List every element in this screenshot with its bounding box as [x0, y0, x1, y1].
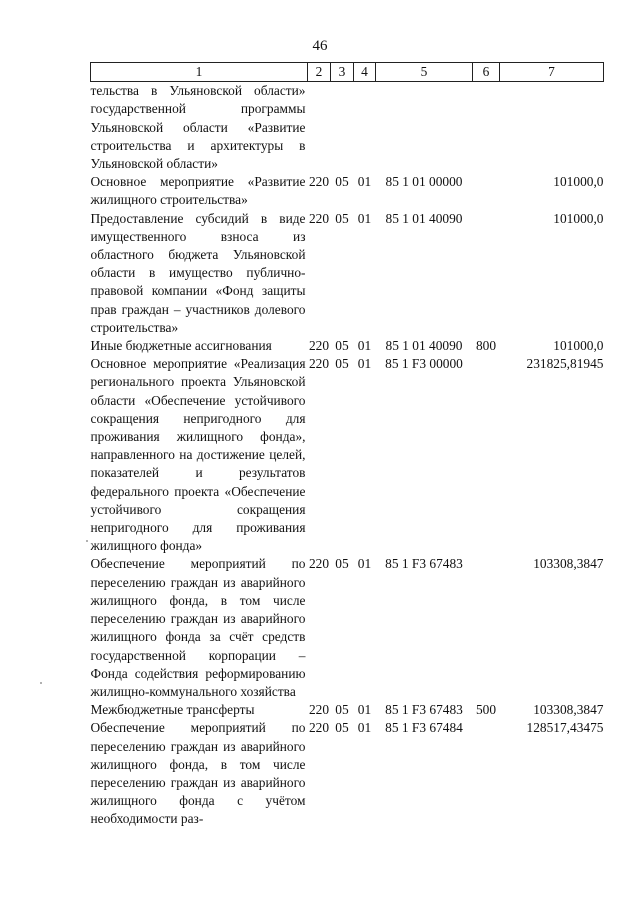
table-row — [91, 173, 604, 209]
row-ministry: 220 — [308, 556, 330, 572]
scan-speck — [86, 540, 88, 542]
table-row — [91, 555, 604, 701]
row-expense-type — [473, 555, 500, 701]
column-header: 5 — [376, 63, 473, 82]
row-section: 05 — [335, 356, 349, 372]
row-expense-type — [473, 355, 500, 555]
row-section: 05 — [335, 338, 349, 354]
budget-table — [90, 62, 604, 829]
column-header: 1 — [91, 63, 308, 82]
row-expense-type — [473, 210, 500, 337]
table-row — [91, 701, 604, 719]
row-name: Основное мероприятие «Развитие жилищного строительства» — [90, 174, 306, 208]
row-expense-type — [473, 719, 500, 828]
column-header: 2 — [308, 63, 331, 82]
row-target — [376, 82, 473, 174]
row-name: Предоставление субсидий в виде имущественного взноса из областного бюджета Ульяновской области в имущество публично-правовой компании «Фонд защиты прав граждан – участников долевого строительства» — [90, 210, 306, 335]
row-section: 05 — [335, 702, 349, 718]
row-expense-type — [473, 173, 500, 209]
row-ministry: 220 — [308, 356, 330, 372]
row-amount: 128517,43475 — [526, 720, 604, 736]
row-subsection — [354, 82, 376, 174]
row-subsection: 01 — [357, 356, 372, 372]
row-ministry — [308, 82, 331, 174]
row-name: Межбюджетные трансферты — [90, 702, 255, 718]
row-ministry: 220 — [308, 338, 330, 354]
column-header: 7 — [500, 63, 604, 82]
row-amount: 231825,81945 — [526, 356, 604, 372]
row-name: Обеспечение мероприятий по переселению граждан из аварийного жилищного фонда, в том числе переселению граждан из аварийного жилищного фонда с учётом необходимости раз- — [90, 720, 306, 827]
row-section: 05 — [335, 556, 349, 572]
column-header: 3 — [331, 63, 354, 82]
table-row — [91, 82, 604, 174]
table-row — [91, 719, 604, 828]
row-target: 85 1 F3 67484 — [385, 720, 463, 736]
row-subsection: 01 — [357, 720, 372, 736]
row-subsection: 01 — [357, 338, 372, 354]
row-section — [331, 82, 354, 174]
row-ministry: 220 — [308, 210, 330, 226]
table-row — [91, 355, 604, 555]
table-row — [91, 210, 604, 337]
scan-speck — [40, 682, 42, 684]
row-subsection: 01 — [357, 174, 372, 190]
row-target: 85 1 01 40090 — [385, 338, 463, 354]
row-name: Обеспечение мероприятий по переселению граждан из аварийного жилищного фонда, в том числе переселению граждан из аварийного жилищного фонда за счёт средств государственной корпорации – Фонда содействия реформированию жилищно-коммунального хозяйства — [90, 556, 306, 699]
row-name: тельства в Ульяновской области» государственной программы Ульяновской области «Развитие строительства и архитектуры в Ульяновской области» — [90, 83, 306, 172]
table-row — [91, 337, 604, 355]
row-section: 05 — [335, 210, 349, 226]
row-ministry: 220 — [308, 174, 330, 190]
row-section: 05 — [335, 720, 349, 736]
row-target: 85 1 F3 67483 — [385, 702, 463, 718]
row-target: 85 1 01 40090 — [385, 210, 463, 226]
row-target: 85 1 01 00000 — [385, 174, 463, 190]
row-amount: 101000,0 — [553, 174, 604, 190]
row-subsection: 01 — [357, 556, 372, 572]
column-header: 6 — [473, 63, 500, 82]
row-subsection: 01 — [357, 210, 372, 226]
row-name: Иные бюджетные ассигнования — [90, 338, 272, 354]
row-ministry: 220 — [308, 702, 330, 718]
row-amount — [500, 82, 604, 174]
row-amount: 101000,0 — [553, 210, 604, 226]
row-target: 85 1 F3 00000 — [385, 356, 463, 372]
row-ministry: 220 — [308, 720, 330, 736]
table-header-row — [91, 63, 604, 82]
row-expense-type: 800 — [475, 338, 497, 354]
column-header: 4 — [354, 63, 376, 82]
row-amount: 103308,3847 — [533, 702, 604, 718]
row-name: Основное мероприятие «Реализация регионального проекта Ульяновской области «Обеспечение устойчивого сокращения непригодного для проживания жилищного фонда», направленного на достижение целей, показателей и результатов федерального проекта «Обеспечение устойчивого сокращения непригодного для проживания жилищного фонда» — [90, 356, 306, 554]
row-expense-type — [473, 82, 500, 174]
row-expense-type: 500 — [475, 702, 497, 718]
row-subsection: 01 — [357, 702, 372, 718]
row-target: 85 1 F3 67483 — [385, 556, 463, 572]
row-section: 05 — [335, 174, 349, 190]
page-number: 46 — [312, 38, 328, 54]
row-amount: 103308,3847 — [533, 556, 604, 572]
row-amount: 101000,0 — [553, 338, 604, 354]
